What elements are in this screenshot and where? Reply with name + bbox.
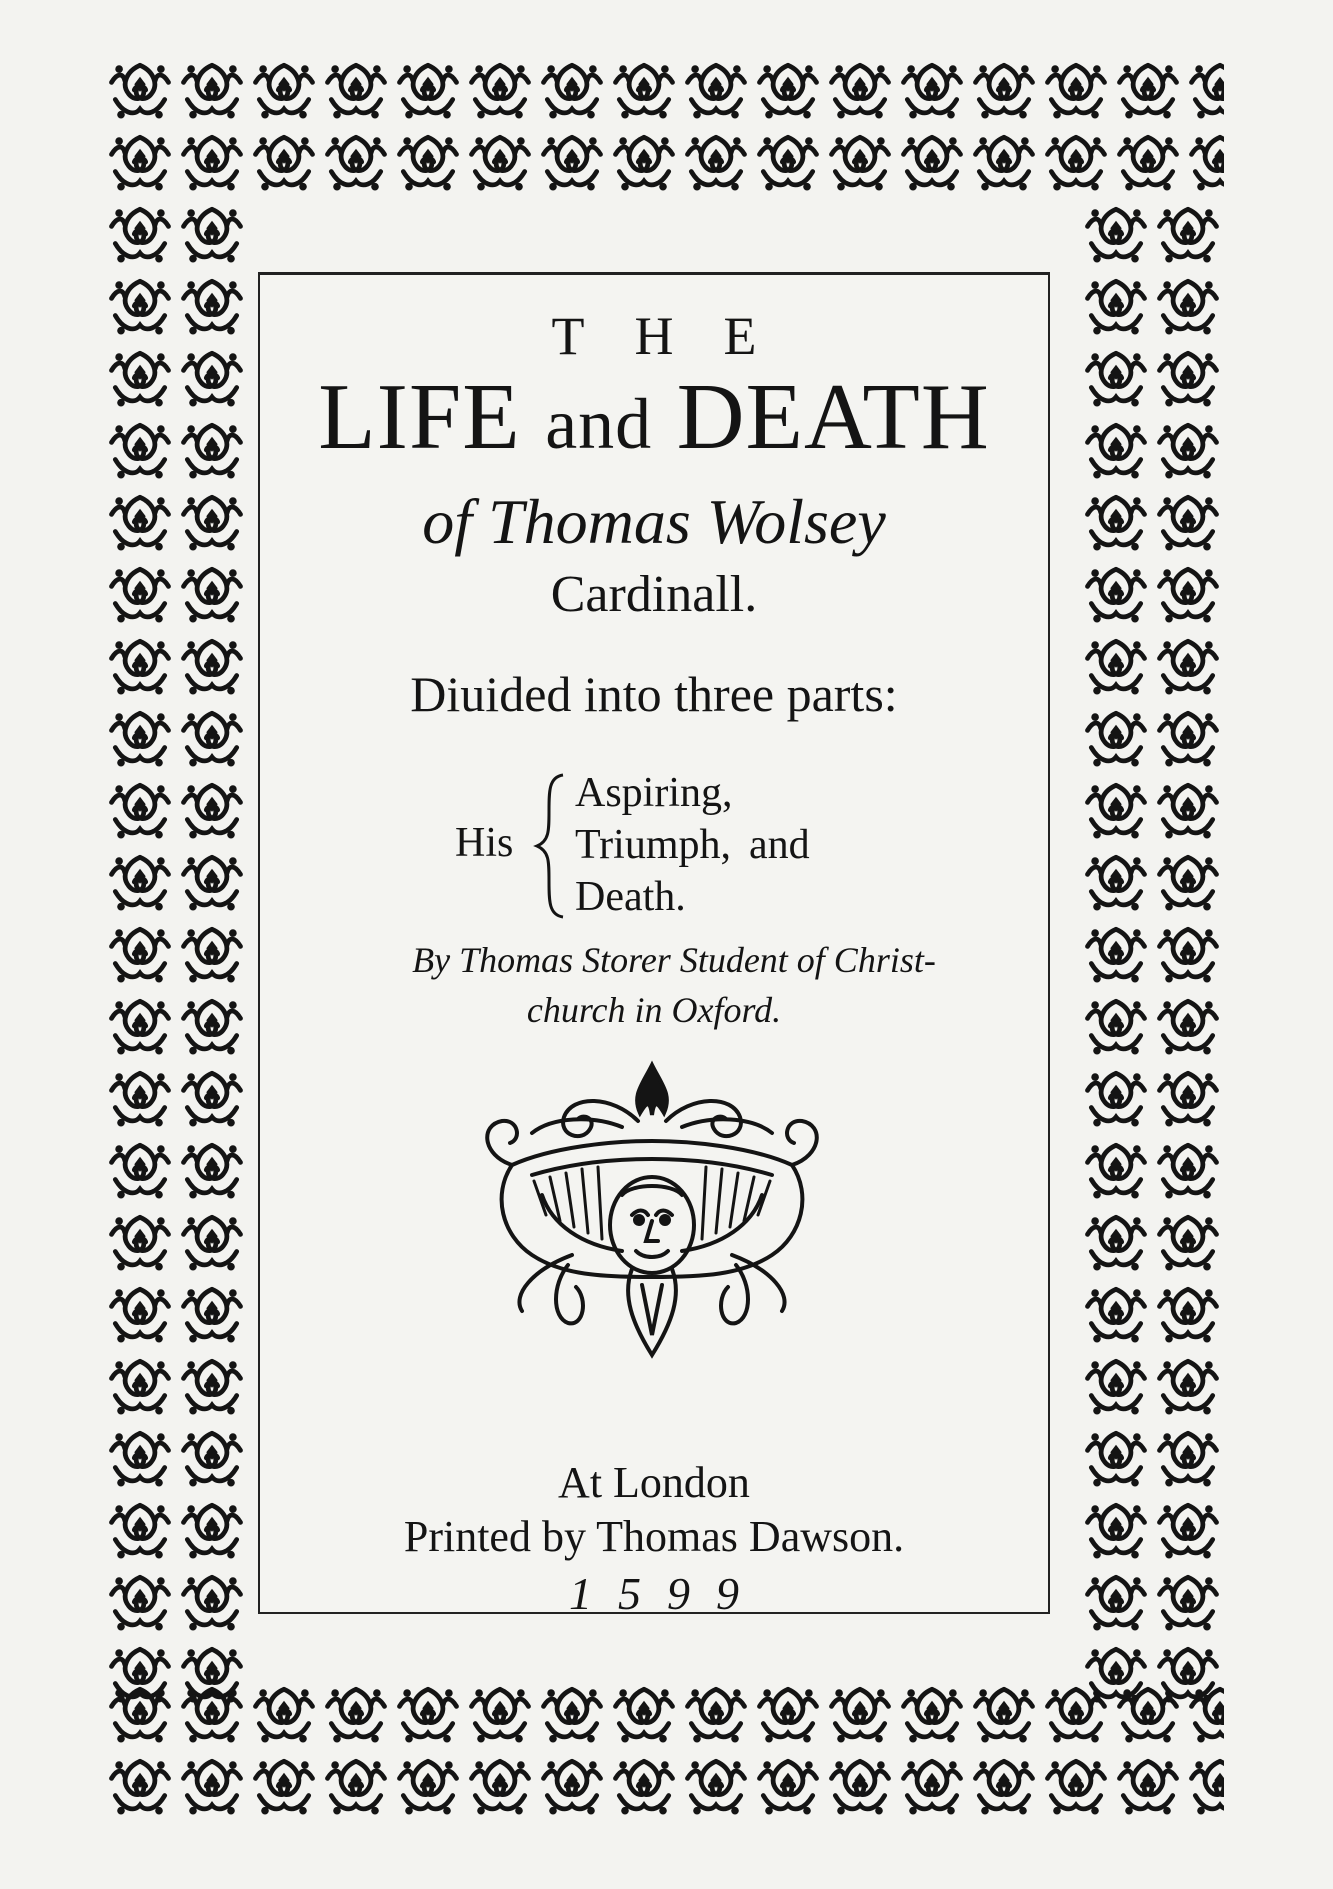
- title-death: DEATH: [676, 365, 990, 469]
- author-byline-1: By Thomas Storer Student of Christ-: [412, 940, 936, 980]
- title-main: [260, 363, 1048, 471]
- printer-device-icon: [472, 1055, 832, 1385]
- parts-list: [455, 767, 855, 937]
- title-cardinall: Cardinall.: [550, 566, 758, 623]
- part-triumph: Triumph,: [575, 822, 732, 868]
- parts-his-label: His: [455, 820, 514, 866]
- title-and: and: [545, 384, 653, 464]
- title-life: LIFE: [318, 365, 521, 469]
- imprint-printer: Printed by Thomas Dawson.: [403, 1512, 905, 1561]
- division-statement: Diuided into three parts:: [410, 666, 898, 722]
- author-byline-2: church in Oxford.: [526, 990, 782, 1030]
- parts-items: [575, 767, 810, 923]
- title-the: THE: [551, 306, 807, 366]
- imprint-year: 1599: [569, 1568, 765, 1619]
- curly-brace-icon: [533, 771, 569, 921]
- part-and: and: [749, 822, 810, 868]
- part-triumph-row: [575, 819, 810, 871]
- title-subject: of Thomas Wolsey: [422, 486, 886, 557]
- imprint-place: At London: [558, 1458, 750, 1507]
- part-death: Death.: [575, 874, 686, 920]
- part-aspiring: Aspiring,: [575, 770, 733, 816]
- title-frame: [258, 272, 1050, 1619]
